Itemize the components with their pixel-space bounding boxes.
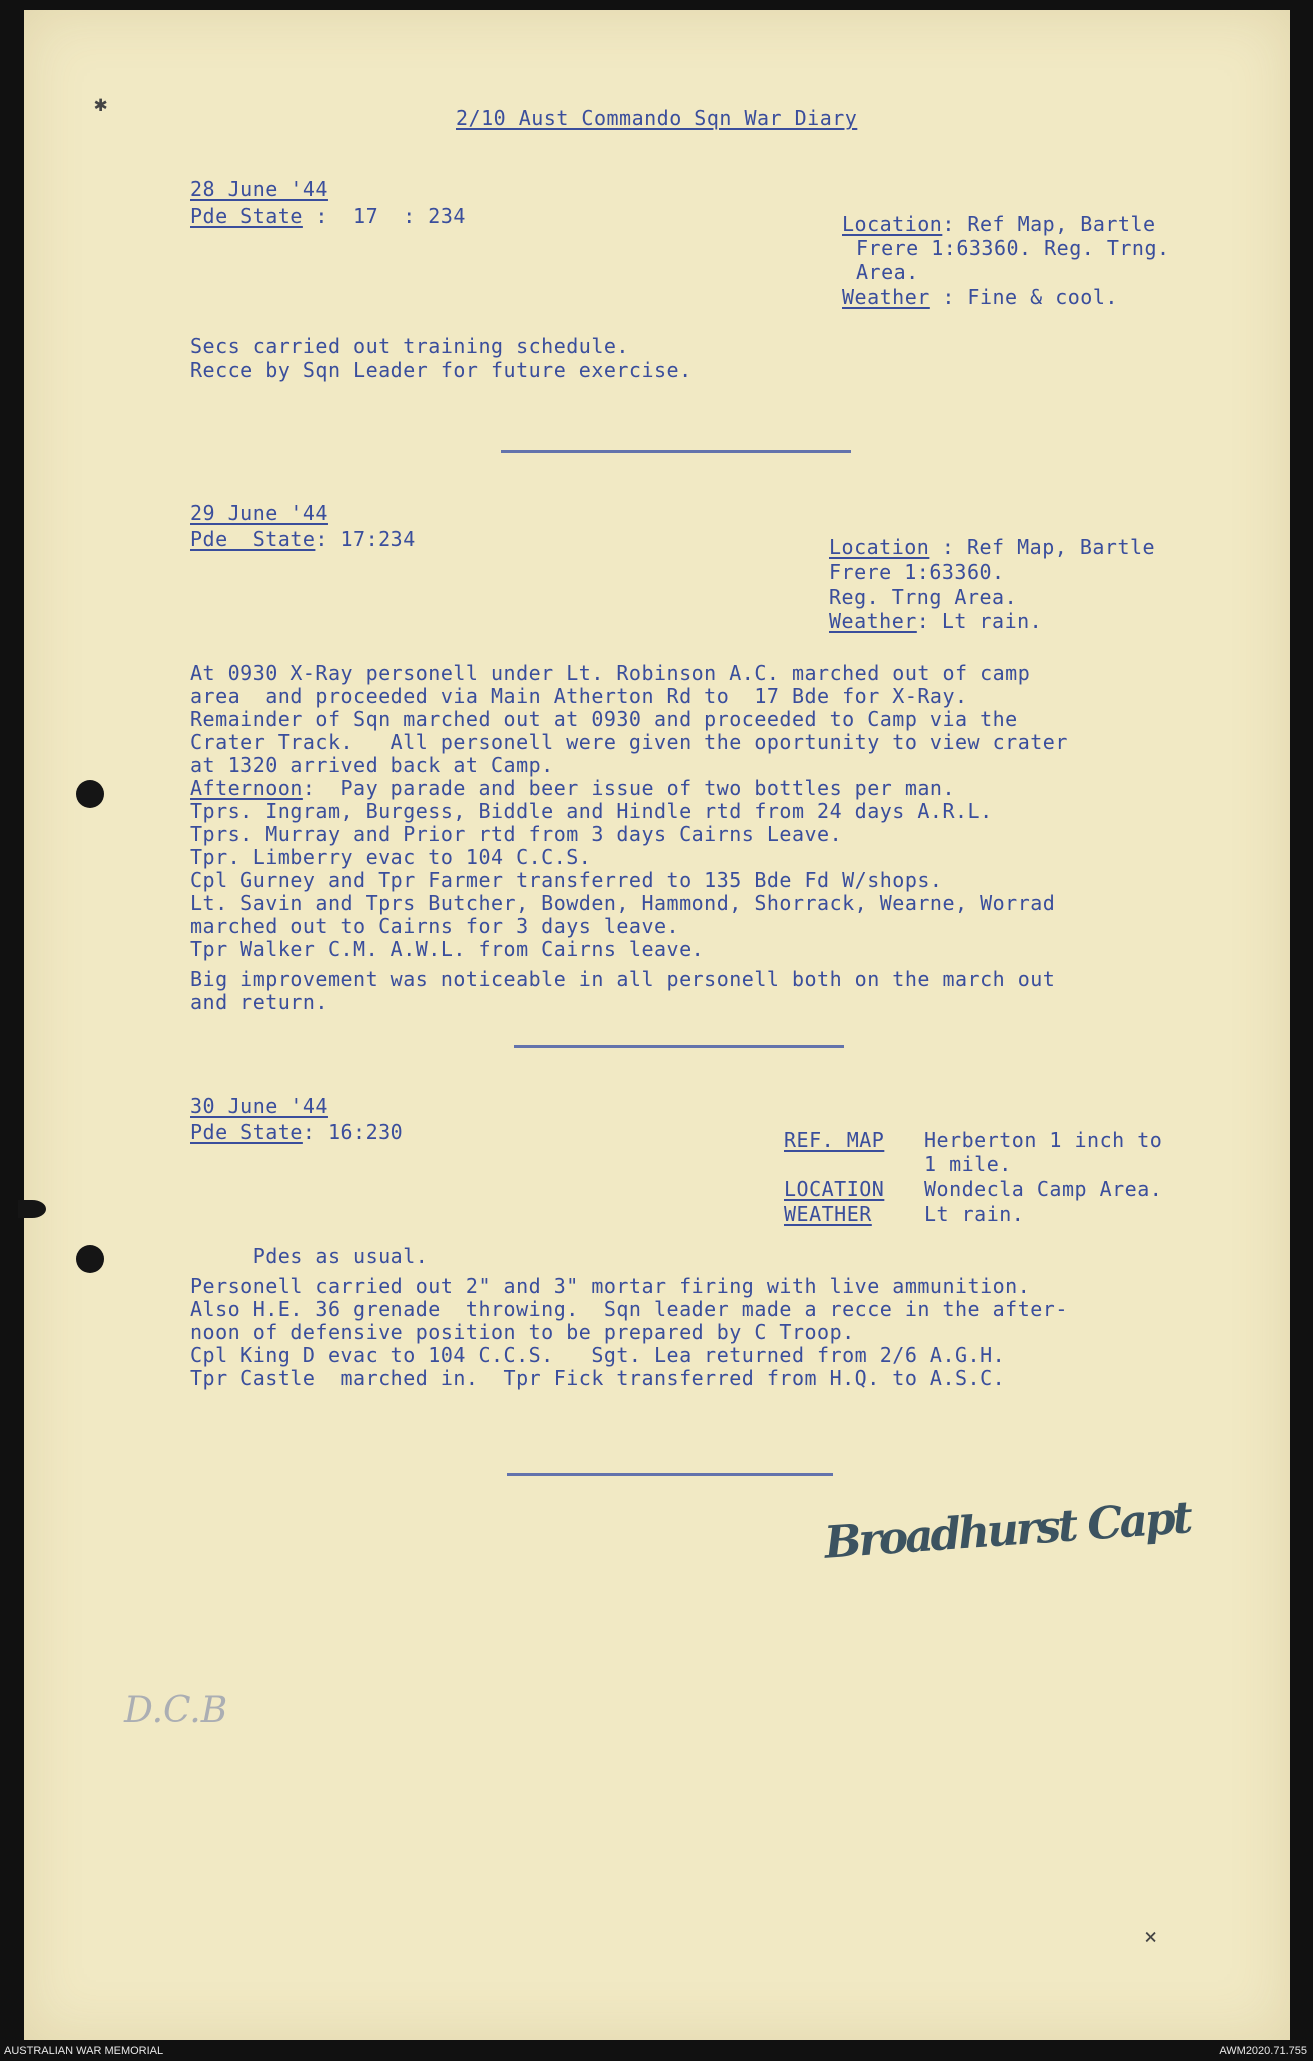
entry-text: Pdes as usual. bbox=[190, 1244, 429, 1268]
afternoon-line bbox=[190, 777, 955, 800]
entry-text: Lt. Savin and Tprs Butcher, Bowden, Hammond, Shorrack, Wearne, Worrad bbox=[190, 891, 1056, 915]
location-text: Reg. Trng Area. bbox=[829, 585, 1018, 609]
pde-state-value: : 16:230 bbox=[302, 1120, 404, 1144]
document-page bbox=[24, 10, 1290, 2040]
entry-text: Tpr. Limberry evac to 104 C.C.S. bbox=[190, 845, 592, 869]
entry-text: and return. bbox=[190, 990, 328, 1014]
section-divider bbox=[514, 1045, 844, 1048]
punch-hole bbox=[76, 1245, 104, 1273]
entry-text: Tprs. Ingram, Burgess, Biddle and Hindle rtd from 24 days A.R.L. bbox=[190, 799, 993, 823]
ref-map-label: REF. MAP bbox=[784, 1128, 885, 1152]
entry-text: Cpl King D evac to 104 C.C.S. Sgt. Lea returned from 2/6 A.G.H. bbox=[190, 1343, 1006, 1367]
afternoon-label: Afternoon bbox=[190, 776, 303, 800]
entry-text: Tprs. Murray and Prior rtd from 3 days Cairns Leave. bbox=[190, 822, 843, 846]
location-line bbox=[829, 536, 1155, 559]
entry-text: Tpr Castle marched in. Tpr Fick transferred from H.Q. to A.S.C. bbox=[190, 1366, 1006, 1390]
entry-text: marched out to Cairns for 3 days leave. bbox=[190, 914, 680, 938]
location-text: : Ref Map, Bartle bbox=[942, 212, 1156, 236]
location-text: : Ref Map, Bartle bbox=[929, 535, 1156, 559]
afternoon-text: : Pay parade and beer issue of two bottles per man. bbox=[302, 776, 956, 800]
location-value: Wondecla Camp Area. bbox=[924, 1177, 1163, 1201]
weather-value: : Lt rain. bbox=[916, 609, 1043, 633]
pencil-initials: D.C.B bbox=[124, 1690, 228, 1731]
pde-state-line bbox=[190, 528, 416, 551]
location-text: Frere 1:63360. bbox=[829, 560, 1005, 584]
punch-hole bbox=[76, 780, 104, 808]
entry-text: Remainder of Sqn marched out at 0930 and proceeded to Camp via the bbox=[190, 707, 1018, 731]
entry-text: at 1320 arrived back at Camp. bbox=[190, 753, 554, 777]
section-divider bbox=[501, 450, 851, 453]
ref-map-value: 1 mile. bbox=[924, 1152, 1012, 1176]
pencil-mark: × bbox=[1144, 1925, 1158, 1950]
entry-text: Secs carried out training schedule. bbox=[190, 334, 629, 358]
diary-title: 2/10 Aust Commando Sqn War Diary bbox=[456, 106, 858, 130]
entry-text: Cpl Gurney and Tpr Farmer transferred to 135 Bde Fd W/shops. bbox=[190, 868, 943, 892]
weather-line bbox=[842, 286, 1118, 309]
entry-text: Tpr Walker C.M. A.W.L. from Cairns leave. bbox=[190, 937, 705, 961]
weather-value: : Fine & cool. bbox=[929, 285, 1118, 309]
weather-value: Lt rain. bbox=[924, 1202, 1025, 1226]
page-notch bbox=[18, 1200, 46, 1218]
entry-text: Also H.E. 36 grenade throwing. Sqn leader made a recce in the after- bbox=[190, 1297, 1068, 1321]
entry-date: 28 June '44 bbox=[190, 177, 328, 201]
footer-credit: AUSTRALIAN WAR MEMORIAL bbox=[4, 2045, 164, 2057]
entry-date: 29 June '44 bbox=[190, 501, 328, 525]
entry-date: 30 June '44 bbox=[190, 1094, 328, 1118]
entry-text: Recce by Sqn Leader for future exercise. bbox=[190, 358, 692, 382]
signature: Broadhurst Capt bbox=[822, 1492, 1192, 1569]
pde-state-label: Pde State bbox=[190, 204, 303, 228]
footer-reference: AWM2020.71.755 bbox=[1219, 2045, 1307, 2057]
weather-line bbox=[829, 610, 1042, 633]
weather-label: Weather bbox=[842, 285, 930, 309]
entry-text: noon of defensive position to be prepared by C Troop. bbox=[190, 1320, 855, 1344]
entry-text: At 0930 X-Ray personell under Lt. Robinson A.C. marched out of camp bbox=[190, 661, 1031, 685]
entry-text: Personell carried out 2" and 3" mortar firing with live ammunition. bbox=[190, 1274, 1031, 1298]
entry-text: Crater Track. All personell were given the oportunity to view crater bbox=[190, 730, 1068, 754]
location-label: Location bbox=[829, 535, 930, 559]
section-divider bbox=[507, 1473, 833, 1476]
location-line bbox=[842, 213, 1156, 236]
pde-state-value: : 17 : 234 bbox=[302, 204, 466, 228]
ink-mark: ✱ bbox=[94, 92, 108, 117]
location-label: LOCATION bbox=[784, 1177, 885, 1201]
pde-state-label: Pde State bbox=[190, 1120, 303, 1144]
location-text: Area. bbox=[856, 260, 919, 284]
weather-label: Weather bbox=[829, 609, 917, 633]
pde-state-label: Pde State bbox=[190, 527, 316, 551]
location-label: Location bbox=[842, 212, 943, 236]
location-text: Frere 1:63360. Reg. Trng. bbox=[856, 236, 1170, 260]
entry-text: area and proceeded via Main Atherton Rd to 17 Bde for X-Ray. bbox=[190, 684, 968, 708]
pde-state-value: : 17:234 bbox=[315, 527, 416, 551]
pde-state-line bbox=[190, 1121, 403, 1144]
weather-label: WEATHER bbox=[784, 1202, 872, 1226]
pde-state-line bbox=[190, 205, 466, 228]
entry-text: Big improvement was noticeable in all personell both on the march out bbox=[190, 967, 1056, 991]
ref-map-value: Herberton 1 inch to bbox=[924, 1128, 1163, 1152]
